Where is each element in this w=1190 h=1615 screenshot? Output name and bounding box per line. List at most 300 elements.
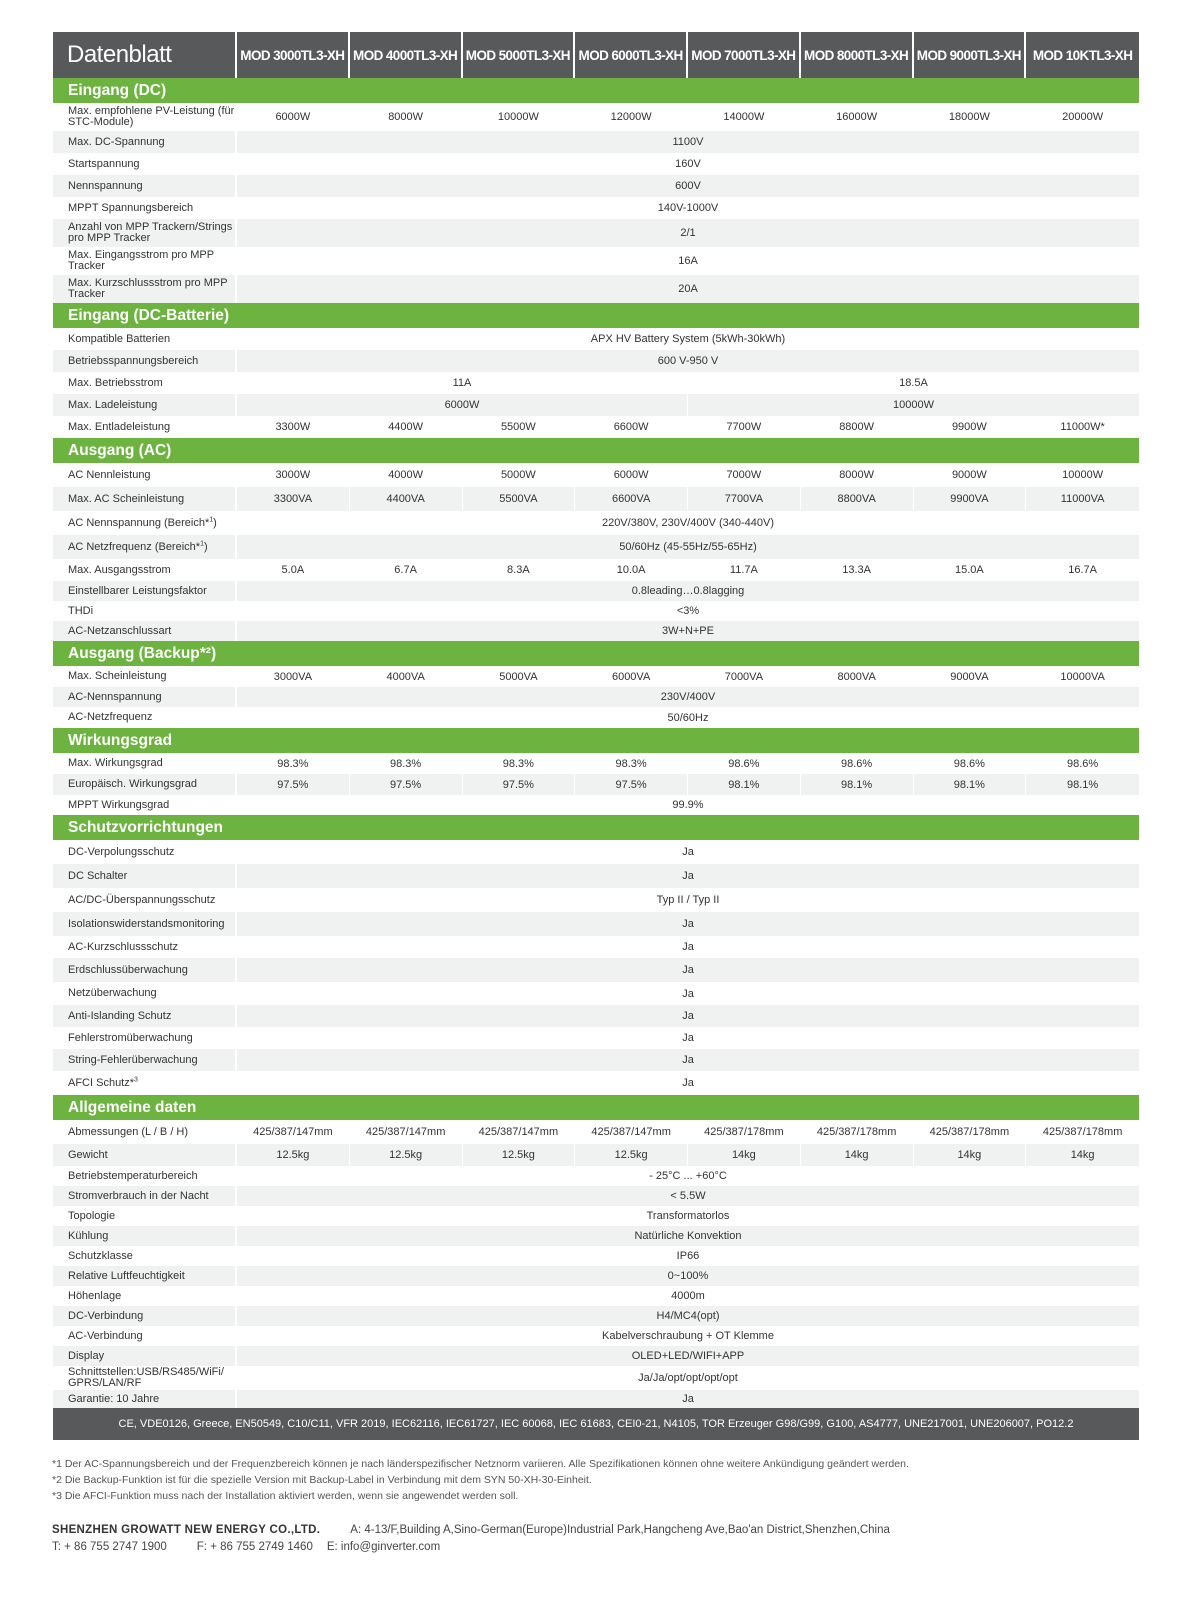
spec-label bbox=[53, 1166, 237, 1186]
spec-label bbox=[53, 1306, 237, 1326]
spec-row bbox=[53, 936, 1139, 958]
spec-value: 1100V bbox=[237, 131, 1139, 153]
spec-row bbox=[53, 601, 1139, 621]
spec-label bbox=[53, 1049, 237, 1071]
spec-label bbox=[53, 175, 237, 197]
spec-label-text: Schutzklasse bbox=[68, 1249, 133, 1262]
spec-label-text: MPPT Spannungsbereich bbox=[68, 201, 194, 214]
spec-label-text: Max. Wirkungsgrad bbox=[68, 757, 163, 769]
spec-row bbox=[53, 621, 1139, 641]
spec-value: 14kg bbox=[1026, 1144, 1139, 1166]
spec-value: < 5.5W bbox=[237, 1186, 1139, 1206]
spec-label bbox=[53, 707, 237, 728]
spec-value: 5000VA bbox=[463, 666, 576, 687]
spec-value: 97.5% bbox=[463, 774, 576, 795]
spec-value: 2/1 bbox=[237, 219, 1139, 247]
spec-value: 8000VA bbox=[801, 666, 914, 687]
spec-row bbox=[53, 795, 1139, 815]
spec-value: 7000W bbox=[688, 463, 801, 487]
model-header: MOD 4000TL3-XH bbox=[350, 32, 463, 78]
spec-label-text: Max. Ladeleistung bbox=[68, 398, 158, 411]
spec-row bbox=[53, 394, 1139, 416]
spec-row bbox=[53, 1049, 1139, 1071]
spec-row bbox=[53, 535, 1139, 559]
company-footer bbox=[52, 1522, 890, 1556]
spec-row bbox=[53, 1206, 1139, 1226]
section-title: Ausgang (AC) bbox=[53, 438, 1139, 463]
spec-label-text: AC Nennleistung bbox=[68, 468, 151, 481]
header-row bbox=[53, 32, 1139, 78]
spec-value: 6000VA bbox=[575, 666, 688, 687]
spec-row bbox=[53, 1346, 1139, 1366]
spec-value: 6000W bbox=[575, 463, 688, 487]
spec-value: 12.5kg bbox=[463, 1144, 576, 1166]
spec-value: 97.5% bbox=[575, 774, 688, 795]
spec-label bbox=[53, 687, 237, 707]
spec-value: Natürliche Konvektion bbox=[237, 1226, 1139, 1246]
spec-label bbox=[53, 912, 237, 936]
spec-value: 16A bbox=[678, 255, 698, 267]
spec-value: 425/387/147mm bbox=[350, 1120, 463, 1144]
spec-row bbox=[53, 774, 1139, 795]
spec-value: Ja bbox=[237, 1049, 1139, 1071]
spec-label-text: MPPT Wirkungsgrad bbox=[68, 798, 170, 811]
spec-value: 16000W bbox=[801, 103, 914, 131]
company-fax: F: + 86 755 2749 1460 bbox=[196, 1541, 313, 1553]
spec-label bbox=[53, 247, 237, 275]
spec-value: Ja bbox=[237, 958, 1139, 982]
footnote-marker: 1 bbox=[200, 539, 204, 547]
certifications-row bbox=[53, 1408, 1139, 1440]
spec-label bbox=[53, 1027, 237, 1049]
spec-row bbox=[53, 1120, 1139, 1144]
spec-value: 98.3% bbox=[575, 753, 688, 774]
spec-label-suffix: ) bbox=[203, 540, 208, 553]
spec-label bbox=[53, 559, 237, 581]
spec-label bbox=[53, 1071, 237, 1095]
spec-label-text: Max. Entladeleistung bbox=[68, 420, 171, 433]
spec-label bbox=[53, 372, 237, 394]
section-header bbox=[53, 78, 1139, 103]
spec-value: 8800W bbox=[801, 416, 914, 438]
spec-label bbox=[53, 982, 237, 1005]
spec-label-text: Isolationswiderstandsmonitoring bbox=[68, 917, 225, 930]
spec-value: 5.0A bbox=[237, 559, 350, 581]
spec-label-text: Betriebsspannungsbereich bbox=[68, 354, 199, 367]
spec-value: <3% bbox=[676, 605, 700, 617]
section-header bbox=[53, 303, 1139, 328]
spec-label-text: Max. AC Scheinleistung bbox=[68, 492, 185, 505]
spec-value: 14kg bbox=[688, 1144, 801, 1166]
spec-value: 600 V-950 V bbox=[237, 350, 1139, 372]
model-header: MOD 7000TL3-XH bbox=[688, 32, 801, 78]
spec-row bbox=[53, 864, 1139, 888]
spec-value: 230V/400V bbox=[237, 687, 1139, 707]
spec-label bbox=[53, 601, 237, 621]
spec-value: 140V-1000V bbox=[657, 202, 719, 214]
spec-value: 50/60Hz bbox=[667, 711, 709, 724]
spec-value: 425/387/178mm bbox=[914, 1120, 1027, 1144]
spec-label bbox=[53, 1206, 237, 1226]
spec-label-text: AC/DC-Überspannungsschutz bbox=[68, 893, 216, 906]
spec-value: 5500VA bbox=[463, 487, 576, 511]
footnote-marker: 3 bbox=[134, 1075, 138, 1083]
spec-row bbox=[53, 275, 1139, 303]
spec-value: 11000W* bbox=[1060, 421, 1105, 433]
spec-label-text: Europäisch. Wirkungsgrad bbox=[68, 778, 198, 790]
spec-label bbox=[53, 774, 237, 795]
spec-label-text: Anzahl von MPP Trackern/Strings pro MPP Tracker bbox=[68, 221, 233, 244]
spec-value: 98.6% bbox=[801, 753, 914, 774]
section-header bbox=[53, 728, 1139, 753]
spec-label-text: AC-Netzanschlussart bbox=[68, 624, 172, 637]
spec-label-text: Garantie: 10 Jahre bbox=[68, 1392, 160, 1405]
spec-value: 98.1% bbox=[688, 774, 801, 795]
spec-label-text: String-Fehlerüberwachung bbox=[68, 1053, 198, 1066]
spec-value: 8.3A bbox=[463, 559, 576, 581]
spec-row bbox=[53, 1266, 1139, 1286]
spec-value: IP66 bbox=[676, 1250, 700, 1262]
model-header: MOD 5000TL3-XH bbox=[463, 32, 576, 78]
spec-label-text: AC-Netzfrequenz bbox=[68, 711, 153, 723]
spec-label bbox=[53, 153, 237, 175]
section-header bbox=[53, 815, 1139, 840]
spec-value: 3W+N+PE bbox=[237, 621, 1139, 641]
spec-label bbox=[53, 1186, 237, 1206]
spec-label bbox=[53, 936, 237, 958]
spec-value: 0~100% bbox=[237, 1266, 1139, 1286]
spec-row bbox=[53, 753, 1139, 774]
spec-label-text: Kompatible Batterien bbox=[68, 332, 171, 345]
spec-label bbox=[53, 131, 237, 153]
spec-row bbox=[53, 1246, 1139, 1266]
section-header bbox=[53, 1095, 1139, 1120]
spec-label bbox=[53, 1226, 237, 1246]
spec-value: 8800VA bbox=[801, 487, 914, 511]
spec-value: Transformatorlos bbox=[646, 1210, 730, 1222]
spec-value: 11000VA bbox=[1026, 487, 1139, 511]
spec-row bbox=[53, 559, 1139, 581]
spec-label-text: Relative Luftfeuchtigkeit bbox=[68, 1269, 185, 1282]
spec-value: 9000VA bbox=[914, 666, 1027, 687]
footnotes bbox=[52, 1456, 909, 1504]
spec-label-text: Max. Scheinleistung bbox=[68, 670, 167, 682]
section-title: Eingang (DC-Batterie) bbox=[53, 303, 1139, 328]
section-title: Wirkungsgrad bbox=[53, 728, 1139, 753]
spec-value: Ja bbox=[237, 1390, 1139, 1408]
spec-value: 425/387/147mm bbox=[575, 1120, 688, 1144]
spec-label-suffix: ) bbox=[213, 516, 217, 529]
spec-label bbox=[53, 1120, 237, 1144]
spec-row bbox=[53, 581, 1139, 601]
spec-value: 425/387/178mm bbox=[1042, 1126, 1123, 1138]
spec-label-text: Anti-Islanding Schutz bbox=[68, 1009, 172, 1022]
footnote: *2 Die Backup-Funktion ist für die spezielle Version mit Backup-Label in Verbindung mit dem SYN 50-XH-30-Einheit. bbox=[52, 1474, 592, 1486]
company-phone: T: + 86 755 2747 1900 bbox=[52, 1541, 167, 1553]
spec-value: 98.3% bbox=[350, 753, 463, 774]
spec-value: 425/387/147mm bbox=[237, 1120, 350, 1144]
spec-label-text: Max. empfohlene PV-Leistung (für STC-Module) bbox=[68, 105, 235, 128]
spec-value: Ja/Ja/opt/opt/opt/opt bbox=[638, 1372, 738, 1384]
spec-value: 425/387/147mm bbox=[463, 1120, 576, 1144]
model-header: MOD 3000TL3-XH bbox=[237, 32, 350, 78]
spec-row bbox=[53, 1306, 1139, 1326]
spec-row bbox=[53, 1326, 1139, 1346]
spec-row bbox=[53, 350, 1139, 372]
spec-value: 5000W bbox=[463, 463, 576, 487]
company-address: A: 4-13/F,Building A,Sino-German(Europe)Industrial Park,Hangcheng Ave,Bao'an District,Shenzhen,China bbox=[350, 1524, 890, 1536]
spec-value: 4400W bbox=[350, 416, 463, 438]
spec-value: 98.1% bbox=[801, 774, 914, 795]
spec-value: 12.5kg bbox=[575, 1144, 688, 1166]
spec-row bbox=[53, 1166, 1139, 1186]
spec-row bbox=[53, 328, 1139, 350]
spec-label-text: AC-Verbindung bbox=[68, 1329, 143, 1342]
spec-value: 13.3A bbox=[801, 559, 914, 581]
spec-value: 12.5kg bbox=[350, 1144, 463, 1166]
spec-value: 98.6% bbox=[688, 753, 801, 774]
spec-value: Ja bbox=[682, 846, 694, 858]
spec-label bbox=[53, 581, 237, 601]
spec-value: 6600W bbox=[575, 416, 688, 438]
spec-row bbox=[53, 131, 1139, 153]
spec-label-text: Betriebstemperaturbereich bbox=[68, 1169, 198, 1182]
spec-label bbox=[53, 511, 237, 535]
spec-value: 3000VA bbox=[237, 666, 350, 687]
spec-row bbox=[53, 1027, 1139, 1049]
spec-label-text: AC-Kurzschlussschutz bbox=[68, 940, 179, 953]
spec-label-text: Display bbox=[68, 1349, 105, 1362]
spec-value: 3300VA bbox=[237, 487, 350, 511]
spec-label-text: Nennspannung bbox=[68, 179, 143, 192]
spec-label bbox=[53, 958, 237, 982]
company-email[interactable]: E: info@ginverter.com bbox=[326, 1541, 441, 1553]
spec-value: 98.6% bbox=[914, 753, 1027, 774]
spec-label bbox=[53, 795, 237, 815]
spec-value: 220V/380V, 230V/400V (340-440V) bbox=[601, 517, 775, 529]
spec-value: Typ II / Typ II bbox=[656, 894, 720, 906]
spec-value: 10000W bbox=[463, 103, 576, 131]
spec-value: 12000W bbox=[575, 103, 688, 131]
spec-value: 20A bbox=[237, 275, 1139, 303]
spec-row bbox=[53, 247, 1139, 275]
spec-label bbox=[53, 1390, 237, 1408]
spec-value: H4/MC4(opt) bbox=[237, 1306, 1139, 1326]
spec-label-text: Höhenlage bbox=[68, 1289, 122, 1302]
spec-label bbox=[53, 487, 237, 511]
spec-label-text: Max. Eingangsstrom pro MPP Tracker bbox=[68, 249, 214, 272]
spec-label bbox=[53, 1326, 237, 1346]
spec-label-text: Stromverbrauch in der Nacht bbox=[68, 1189, 209, 1202]
spec-value: - 25°C ... +60°C bbox=[649, 1170, 727, 1182]
spec-row bbox=[53, 958, 1139, 982]
spec-row bbox=[53, 912, 1139, 936]
spec-value: 9000W bbox=[914, 463, 1027, 487]
spec-body bbox=[53, 78, 1139, 1408]
page-title: Datenblatt bbox=[53, 32, 237, 78]
section-title: Allgemeine daten bbox=[53, 1095, 1139, 1120]
spec-value: 7700W bbox=[688, 416, 801, 438]
spec-table bbox=[53, 32, 1139, 1440]
spec-label-text: Netzüberwachung bbox=[68, 987, 157, 999]
spec-value: Ja bbox=[237, 864, 1139, 888]
spec-value: 6.7A bbox=[350, 559, 463, 581]
spec-value: 18000W bbox=[914, 103, 1027, 131]
spec-label bbox=[53, 1005, 237, 1027]
spec-value: 160V bbox=[675, 158, 701, 170]
spec-value: 4000VA bbox=[350, 666, 463, 687]
spec-row bbox=[53, 175, 1139, 197]
spec-row bbox=[53, 487, 1139, 511]
spec-label bbox=[53, 535, 237, 559]
spec-label-text: Gewicht bbox=[68, 1148, 108, 1161]
spec-label-text: DC-Verbindung bbox=[68, 1309, 144, 1322]
spec-value: 9900VA bbox=[914, 487, 1027, 511]
spec-value: 6600VA bbox=[575, 487, 688, 511]
section-header bbox=[53, 641, 1139, 666]
spec-value: 97.5% bbox=[237, 774, 350, 795]
certifications-text: CE, VDE0126, Greece, EN50549, C10/C11, VFR 2019, IEC62116, IEC61727, IEC 60068, IEC 61683, CEI0-21, N4105, TOR Erzeuger G98/G99, G100, AS4777, UNE217001, UNE206007, PO12.2 bbox=[53, 1408, 1139, 1440]
spec-value: Ja bbox=[682, 987, 694, 1000]
spec-value: APX HV Battery System (5kWh-30kWh) bbox=[590, 333, 786, 345]
section-title: Ausgang (Backup*²) bbox=[53, 641, 1139, 666]
spec-value: 8000W bbox=[350, 103, 463, 131]
spec-label-text: Max. DC-Spannung bbox=[68, 135, 165, 148]
spec-label bbox=[53, 1246, 237, 1266]
spec-value: 50/60Hz (45-55Hz/55-65Hz) bbox=[237, 535, 1139, 559]
spec-value: Kabelverschraubung + OT Klemme bbox=[602, 1330, 774, 1342]
spec-value: 98.3% bbox=[237, 753, 350, 774]
spec-value: 14kg bbox=[801, 1144, 914, 1166]
spec-label bbox=[53, 394, 237, 416]
spec-row bbox=[53, 982, 1139, 1005]
model-header: MOD 9000TL3-XH bbox=[914, 32, 1027, 78]
spec-value: 425/387/178mm bbox=[688, 1120, 801, 1144]
spec-value: 16.7A bbox=[1068, 564, 1097, 576]
spec-value: 6000W bbox=[237, 394, 688, 416]
spec-label bbox=[53, 219, 237, 247]
section-title: Eingang (DC) bbox=[53, 78, 1139, 103]
spec-label bbox=[53, 463, 237, 487]
spec-value: Ja bbox=[682, 941, 694, 953]
model-header: MOD 8000TL3-XH bbox=[801, 32, 914, 78]
spec-row bbox=[53, 840, 1139, 864]
spec-label bbox=[53, 888, 237, 912]
spec-row bbox=[53, 1286, 1139, 1306]
spec-value: 5500W bbox=[463, 416, 576, 438]
spec-label bbox=[53, 103, 237, 131]
spec-value: 15.0A bbox=[914, 559, 1027, 581]
spec-value: 10.0A bbox=[575, 559, 688, 581]
spec-value: 98.1% bbox=[1026, 774, 1139, 795]
spec-label-text: Startspannung bbox=[68, 157, 140, 170]
spec-label bbox=[53, 328, 237, 350]
spec-value: 9900W bbox=[914, 416, 1027, 438]
footnote-marker: 1 bbox=[209, 515, 214, 523]
spec-value: 0.8leading…0.8lagging bbox=[237, 581, 1139, 601]
spec-label bbox=[53, 666, 237, 687]
spec-label-text: AFCI Schutz* bbox=[68, 1076, 135, 1089]
spec-value: 600V bbox=[237, 175, 1139, 197]
footnote: *1 Der AC-Spannungsbereich und der Frequenzbereich können je nach länderspezifischer Netznorm variieren. Alle Spezifikationen können ohne weitere Ankündigung geändert werden. bbox=[52, 1458, 909, 1470]
model-header: MOD 6000TL3-XH bbox=[575, 32, 688, 78]
footer-line-1 bbox=[52, 1522, 890, 1539]
spec-value: 6000W bbox=[237, 103, 350, 131]
spec-value: 18.5A bbox=[899, 377, 928, 389]
spec-row bbox=[53, 1186, 1139, 1206]
spec-value: 11.7A bbox=[688, 559, 801, 581]
spec-value: Ja bbox=[237, 1005, 1139, 1027]
section-title: Schutzvorrichtungen bbox=[53, 815, 1139, 840]
spec-label-text: Max. Betriebsstrom bbox=[68, 376, 163, 389]
spec-label bbox=[53, 1266, 237, 1286]
spec-row bbox=[53, 511, 1139, 535]
spec-label-text: THDi bbox=[68, 604, 94, 617]
spec-value: 7700VA bbox=[688, 487, 801, 511]
spec-row bbox=[53, 687, 1139, 707]
spec-value: 99.9% bbox=[672, 799, 704, 811]
spec-label-text: Max. Kurzschlussstrom pro MPP Tracker bbox=[68, 277, 228, 300]
spec-label-text: Abmessungen (L / B / H) bbox=[68, 1125, 189, 1138]
spec-row bbox=[53, 1366, 1139, 1390]
spec-label bbox=[53, 1366, 237, 1390]
spec-value: 3300W bbox=[237, 416, 350, 438]
spec-row bbox=[53, 888, 1139, 912]
spec-label bbox=[53, 275, 237, 303]
spec-value: 10000VA bbox=[1060, 670, 1105, 683]
footnote: *3 Die AFCI-Funktion muss nach der Installation aktiviert werden, wenn sie angewendet werden soll. bbox=[52, 1490, 519, 1502]
spec-value: 4000m bbox=[671, 1290, 705, 1302]
spec-label bbox=[53, 864, 237, 888]
spec-value: 11A bbox=[237, 372, 688, 394]
spec-label bbox=[53, 350, 237, 372]
spec-label-text: AC Netzfrequenz (Bereich* bbox=[68, 540, 201, 553]
datasheet bbox=[53, 32, 1139, 1440]
spec-label-text: DC Schalter bbox=[68, 869, 128, 882]
spec-value: Ja bbox=[682, 1077, 694, 1089]
spec-label-text: Fehlerstromüberwachung bbox=[68, 1031, 193, 1044]
spec-label-text: Erdschlussüberwachung bbox=[68, 963, 188, 976]
spec-label-text: DC-Verpolungsschutz bbox=[68, 845, 175, 858]
spec-row bbox=[53, 153, 1139, 175]
spec-value: Ja bbox=[237, 912, 1139, 936]
spec-row bbox=[53, 197, 1139, 219]
spec-value: 4000W bbox=[350, 463, 463, 487]
spec-label bbox=[53, 1346, 237, 1366]
spec-value: OLED+LED/WIFI+APP bbox=[237, 1346, 1139, 1366]
spec-value: 3000W bbox=[237, 463, 350, 487]
spec-label-text: Kühlung bbox=[68, 1229, 109, 1242]
spec-label bbox=[53, 416, 237, 438]
spec-row bbox=[53, 1005, 1139, 1027]
spec-row bbox=[53, 416, 1139, 438]
spec-row bbox=[53, 1071, 1139, 1095]
spec-row bbox=[53, 1144, 1139, 1166]
spec-value: 14kg bbox=[914, 1144, 1027, 1166]
spec-label bbox=[53, 621, 237, 641]
spec-value: 98.3% bbox=[463, 753, 576, 774]
spec-label-text: AC Nennspannung (Bereich* bbox=[68, 516, 210, 529]
spec-value: 97.5% bbox=[350, 774, 463, 795]
spec-label bbox=[53, 1144, 237, 1166]
spec-value: 8000W bbox=[801, 463, 914, 487]
model-header: MOD 10KTL3-XH bbox=[1026, 32, 1139, 78]
footer-line-2 bbox=[52, 1539, 890, 1556]
spec-value: 14000W bbox=[688, 103, 801, 131]
spec-label bbox=[53, 840, 237, 864]
spec-label bbox=[53, 197, 237, 219]
spec-row bbox=[53, 1390, 1139, 1408]
